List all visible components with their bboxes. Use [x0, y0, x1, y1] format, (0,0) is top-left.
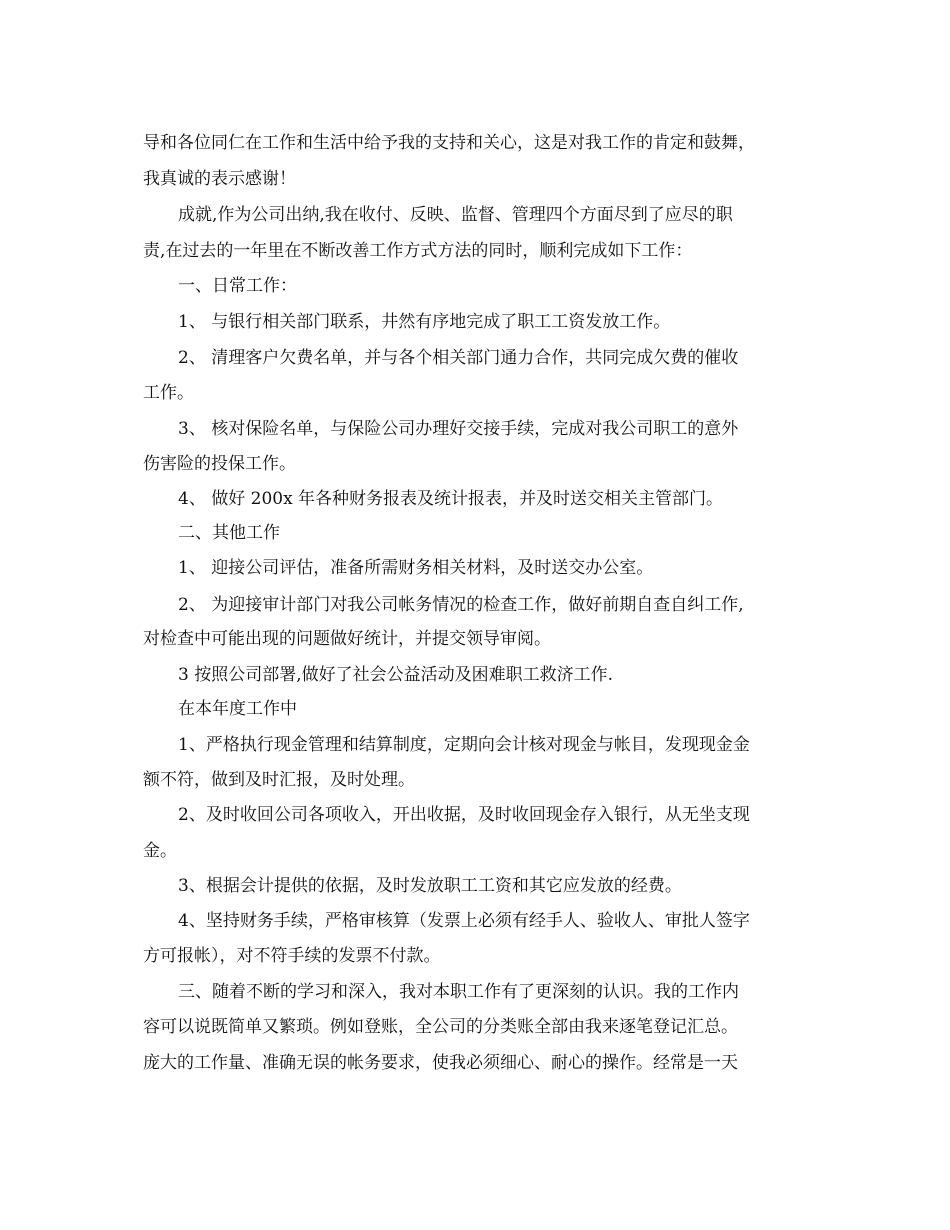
- text-line: 导和各位同仁在工作和生活中给予我的支持和关心，这是对我工作的肯定和鼓舞，: [143, 133, 755, 153]
- text-line: 容可以说既简单又繁琐。例如登账，全公司的分类账全部由我来逐笔登记汇总。: [143, 1017, 738, 1037]
- list-item: 2、及时收回公司各项收入，开出收据，及时收回现金存入银行，从无坐支现: [178, 805, 750, 825]
- list-item: 3 按照公司部署,做好了社会公益活动及困难职工救济工作.: [178, 665, 614, 685]
- list-item: 2、 为迎接审计部门对我公司帐务情况的检查工作，做好前期自查自纠工作,: [178, 595, 744, 615]
- list-item: 1、 与银行相关部门联系，井然有序地完成了职工工资发放工作。: [178, 312, 671, 332]
- list-item: 4、坚持财务手续，严格审核算（发票上必须有经手人、验收人、审批人签字: [178, 911, 750, 931]
- text-line: 责,在过去的一年里在不断改善工作方式方法的同时，顺利完成如下工作：: [143, 241, 693, 261]
- list-item: 2、 清理客户欠费名单，并与各个相关部门通力合作，共同完成欠费的催收: [178, 348, 739, 368]
- text-line: 金。: [143, 841, 177, 861]
- text-line: 工作。: [143, 383, 194, 403]
- section-heading: 一、日常工作：: [178, 276, 297, 296]
- section-heading: 二、其他工作: [178, 523, 280, 543]
- list-item: 4、 做好 200x 年各种财务报表及统计报表，并及时送交相关主管部门。: [178, 489, 724, 509]
- text-line: 方可报帐），对不符手续的发票不付款。: [143, 946, 441, 966]
- list-item: 1、严格执行现金管理和结算制度，定期向会计核对现金与帐目，发现现金金: [178, 735, 750, 755]
- text-line: 额不符，做到及时汇报，及时处理。: [143, 770, 415, 790]
- text-line: 庞大的工作量、准确无误的帐务要求，使我必须细心、耐心的操作。经常是一天: [143, 1053, 738, 1073]
- text-line: 在本年度工作中: [178, 699, 297, 719]
- list-item: 3、 核对保险名单，与保险公司办理好交接手续，完成对我公司职工的意外: [178, 419, 739, 439]
- text-line: 成就,作为公司出纳,我在收付、反映、监督、管理四个方面尽到了应尽的职: [178, 205, 733, 225]
- section-heading: 三、随着不断的学习和深入，我对本职工作有了更深刻的认识。我的工作内: [178, 982, 739, 1002]
- text-line: 对检查中可能出现的问题做好统计，并提交领导审阅。: [143, 629, 551, 649]
- text-line: 我真诚的表示感谢！: [143, 169, 296, 189]
- text-line: 伤害险的投保工作。: [143, 454, 296, 474]
- list-item: 3、根据会计提供的依据，及时发放职工工资和其它应发放的经费。: [178, 876, 682, 896]
- list-item: 1、 迎接公司评估，准备所需财务相关材料，及时送交办公室。: [178, 558, 654, 578]
